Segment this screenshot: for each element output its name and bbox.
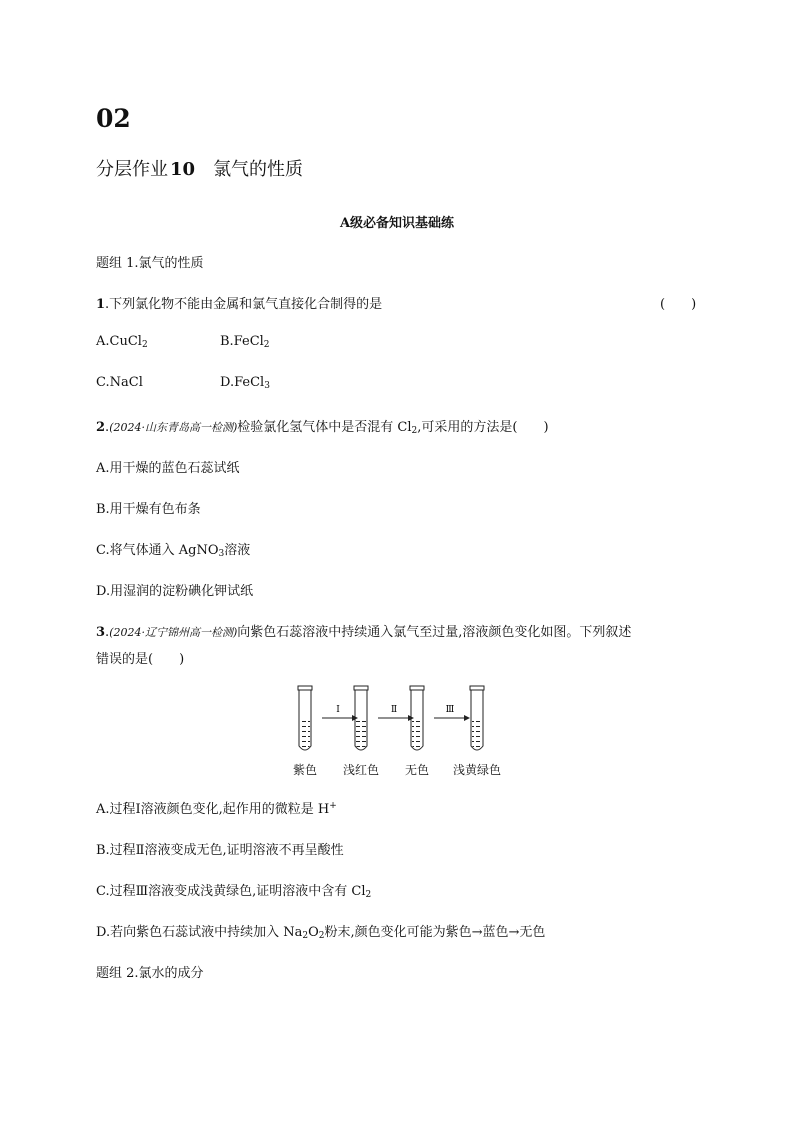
test-tube-diagram — [290, 684, 506, 762]
q3-option-c: C.过程Ⅲ溶液变成浅黄绿色,证明溶液中含有 $Cl_2$ — [96, 884, 372, 900]
group-2-heading: 题组 2.氯水的成分 — [96, 966, 204, 981]
tube-label-1: 紫色 — [292, 763, 317, 777]
q3-source: (2024·辽宁锦州高一检测) — [109, 626, 238, 639]
test-tube-figure — [290, 684, 506, 776]
section-number: 02 — [96, 104, 131, 133]
q2-number: 2 — [96, 420, 106, 435]
arrow-2 — [378, 705, 414, 721]
title-number: 10 — [170, 159, 196, 180]
q3-option-d: D.若向紫色石蕊试液中持续加入 $Na_2O_2$粉末,颜色变化可能为紫色→蓝色→无色 — [96, 925, 546, 941]
question-3: 3.(2024·辽宁锦州高一检测)向紫色石蕊溶液中持续通入氯气至过量,溶液颜色变化如图。下列叙述 — [96, 625, 632, 640]
arrow-label-2: Ⅱ — [390, 705, 398, 715]
group-1-heading: 题组 1.氯气的性质 — [96, 256, 204, 271]
question-1 — [96, 293, 382, 312]
tube-label-4: 浅黄绿色 — [452, 763, 501, 777]
q3-option-a: A.过程Ⅰ溶液颜色变化,起作用的微粒是 H+ — [96, 801, 337, 817]
q3-number: 3 — [96, 625, 106, 640]
tube-label-3: 无色 — [404, 763, 429, 777]
arrow-3 — [434, 705, 470, 721]
q1-option-d: D.FeCl$_3$ — [220, 375, 270, 391]
page-title — [96, 155, 303, 181]
test-tube-4 — [470, 686, 484, 750]
q1-answer-paren: ( ) — [660, 297, 697, 312]
q1-stem: .下列氯化物不能由金属和氯气直接化合制得的是 — [105, 297, 383, 312]
arrow-label-3: Ⅲ — [445, 705, 455, 715]
test-tube-3 — [410, 686, 424, 750]
title-topic: 氯气的性质 — [213, 159, 304, 180]
arrow-label-1: Ⅰ — [336, 705, 340, 715]
tube-label-2: 浅红色 — [342, 763, 379, 777]
title-prefix: 分层作业 — [96, 159, 168, 180]
question-2: 2.(2024·山东青岛高一检测)检验氯化氢气体中是否混有 $Cl_2$,可采用的方法是( ) — [96, 420, 549, 436]
q1-number: 1 — [96, 297, 106, 312]
q3-option-b: B.过程Ⅱ溶液变成无色,证明溶液不再呈酸性 — [96, 843, 344, 858]
arrow-1 — [322, 705, 358, 721]
q2-option-b: B.用干燥有色布条 — [96, 502, 201, 517]
test-tube-2 — [354, 686, 368, 750]
question-3-line2: 错误的是( ) — [96, 652, 185, 667]
test-tube-1 — [298, 686, 312, 750]
q2-option-d: D.用湿润的淀粉碘化钾试纸 — [96, 584, 254, 599]
q2-source: (2024·山东青岛高一检测) — [109, 421, 238, 434]
q1-option-b: B.FeCl$_2$ — [220, 334, 270, 350]
q2-option-a: A.用干燥的蓝色石蕊试纸 — [96, 461, 240, 476]
level-heading: A级必备知识基础练 — [339, 216, 455, 231]
q1-option-c: C.NaCl — [96, 375, 143, 390]
q2-option-c: C.将气体通入 AgNO$_3$溶液 — [96, 543, 251, 559]
q1-option-a: A.CuCl$_2$ — [96, 334, 148, 350]
